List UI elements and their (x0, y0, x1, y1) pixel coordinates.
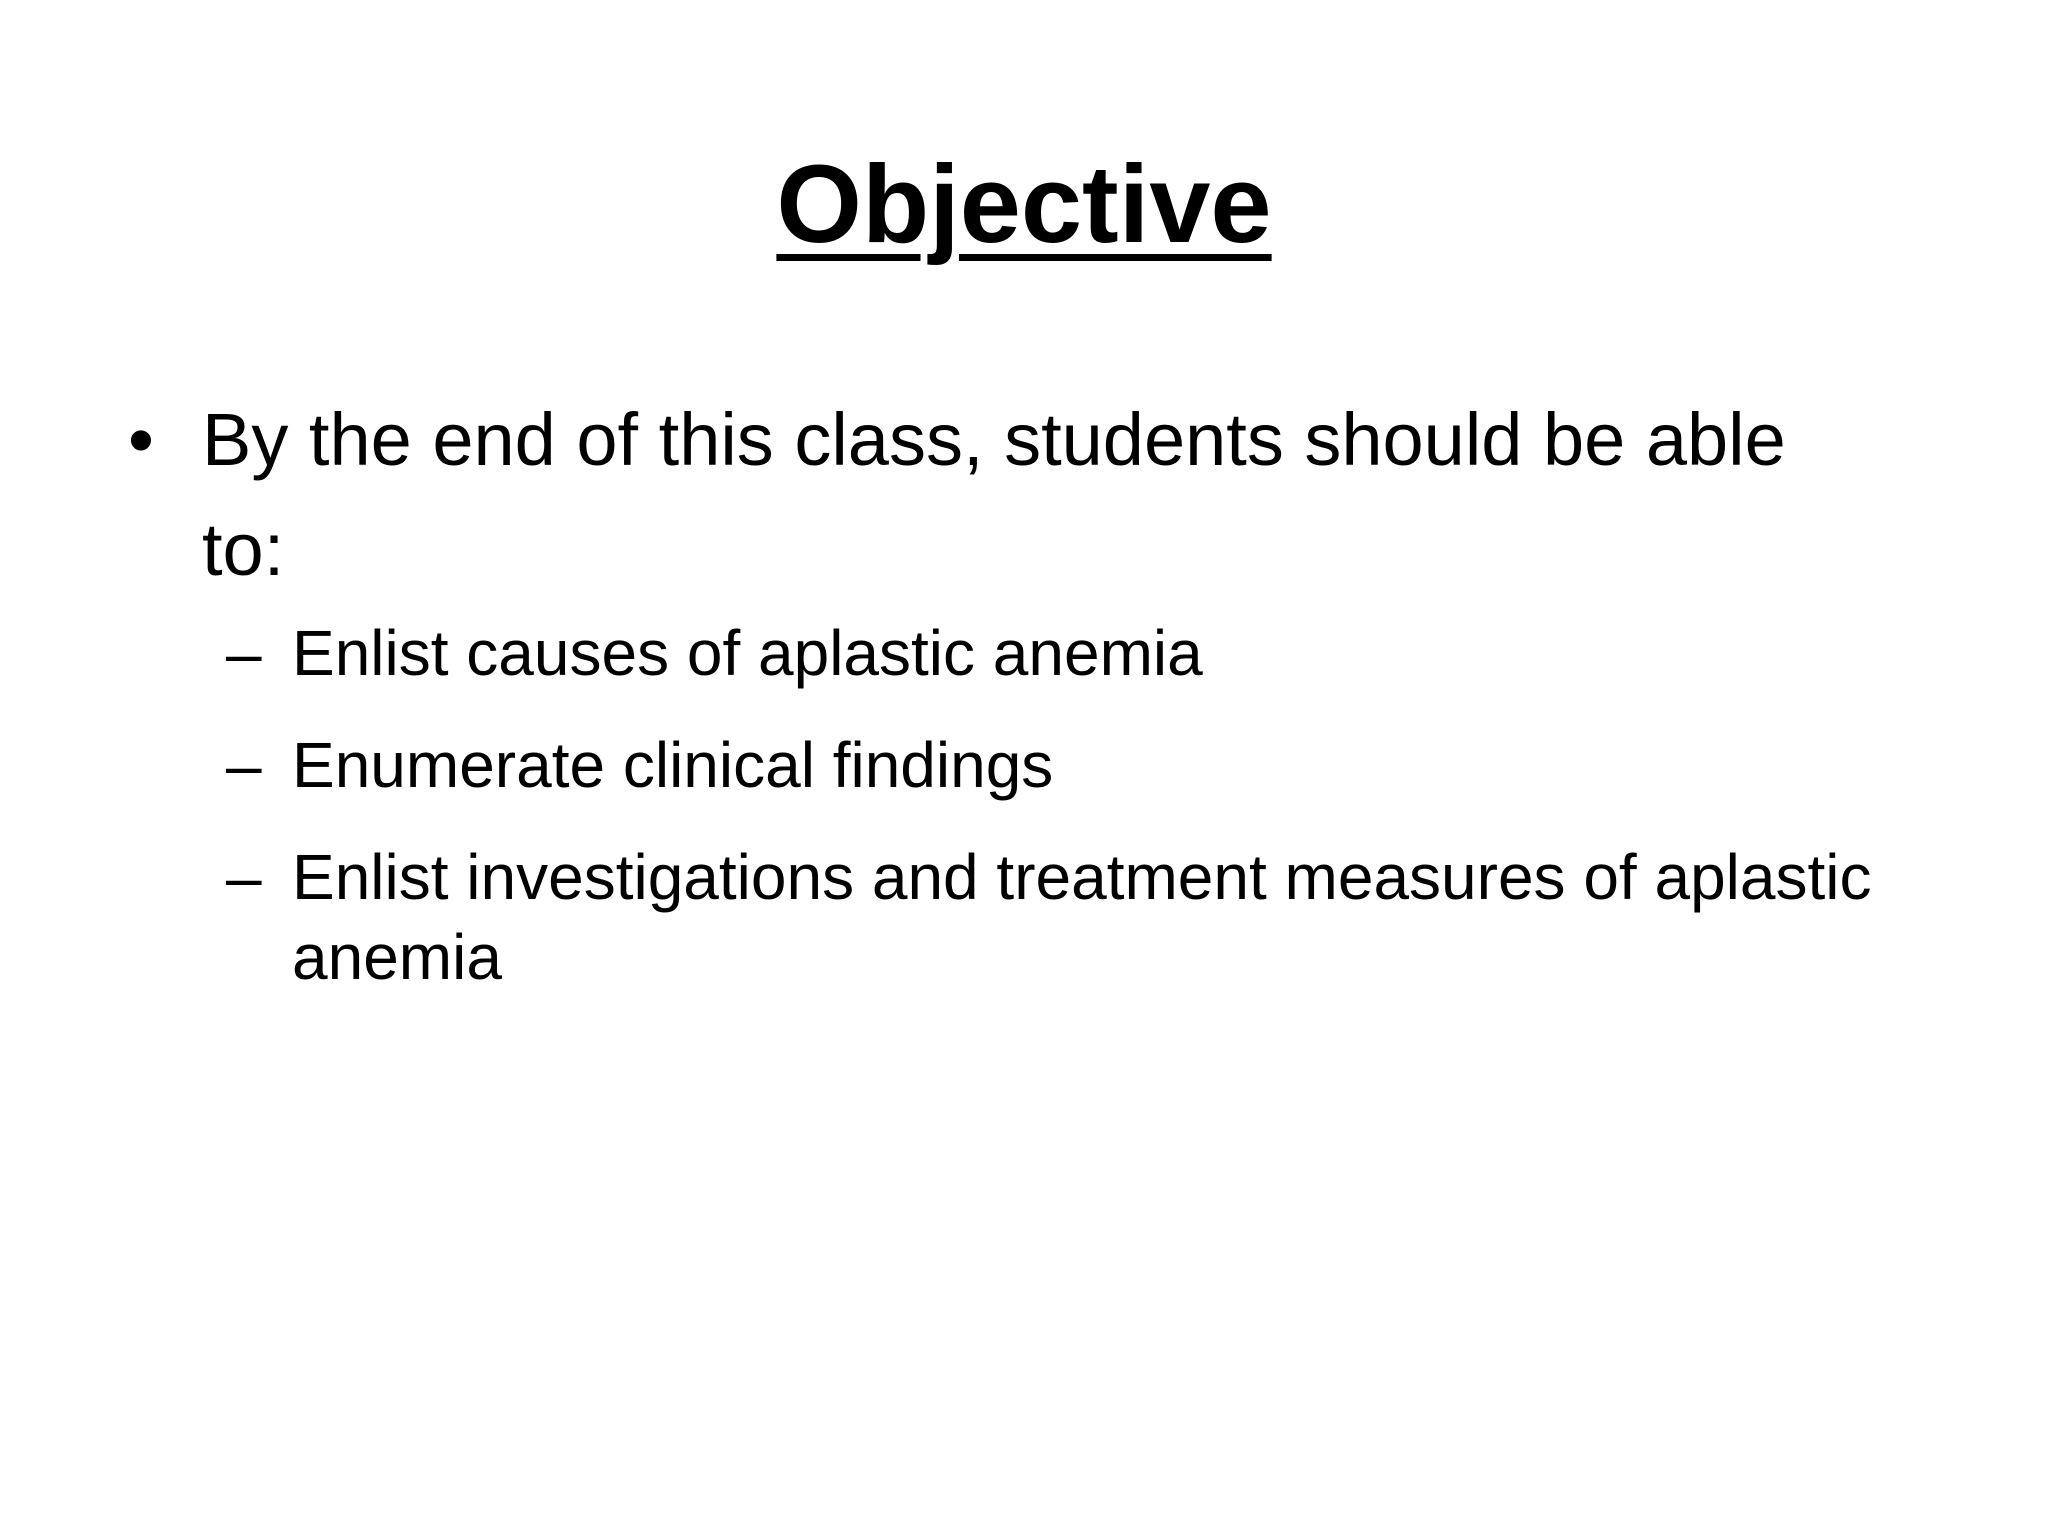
sub-bullet-item (120, 613, 1880, 693)
slide-title: Objective (776, 143, 1272, 266)
sub-bullet-text: Enlist investigations and treatment measures of aplastic anemia (292, 841, 1872, 993)
slide-body (120, 385, 1880, 1029)
sub-bullet-list (120, 613, 1880, 997)
sub-bullet-item (120, 725, 1880, 805)
dash-marker: – (226, 729, 262, 801)
bullet-text: By the end of this class, students should be able to: (202, 398, 1786, 591)
sub-bullet-item (120, 837, 1880, 997)
bullet-item (120, 385, 1880, 605)
sub-bullet-text: Enlist causes of aplastic anemia (292, 617, 1203, 689)
dash-marker: – (226, 617, 262, 689)
bullet-marker: • (128, 398, 154, 481)
dash-marker: – (226, 841, 262, 913)
sub-bullet-text: Enumerate clinical findings (292, 729, 1054, 801)
